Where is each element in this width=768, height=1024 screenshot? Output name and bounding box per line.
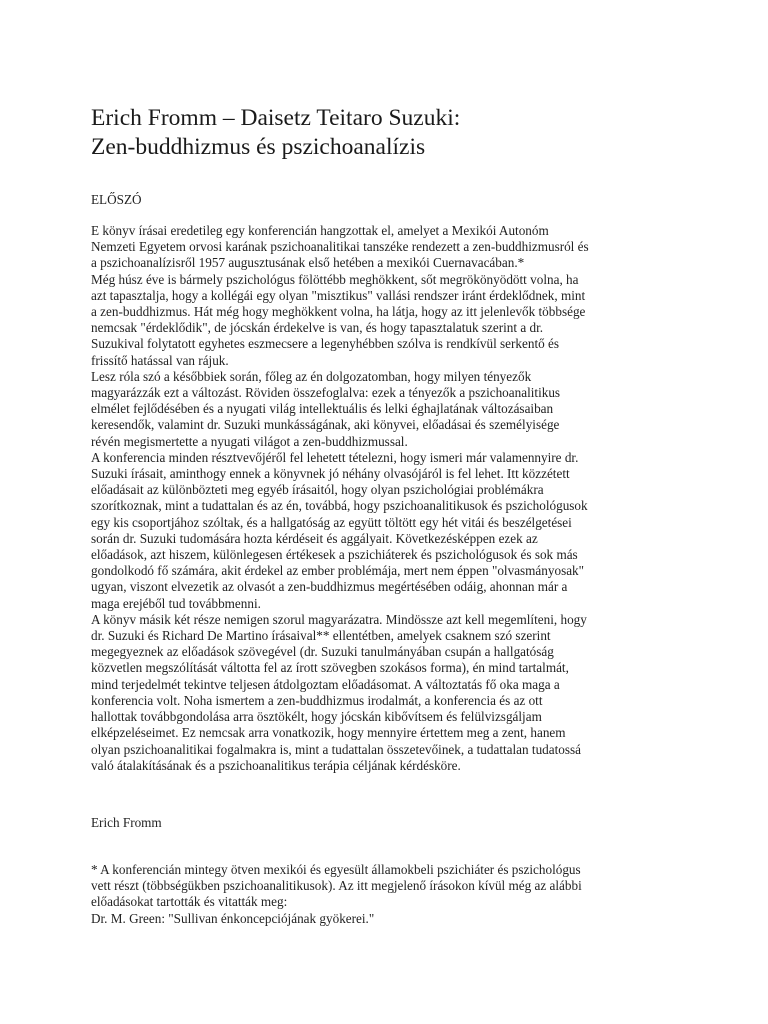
body-text-line: előadások, azt hiszem, különlegesen értékesek a pszichiáterek és pszichológusok és sok más	[91, 547, 578, 563]
body-text-line: nemcsak "érdeklődik", de jócskán érdekelve is van, és hogy tapasztalatuk szerint a dr.	[91, 320, 544, 336]
body-text-line: a pszichoanalízisről 1957 augusztusának első hetében a mexikói Cuernavacában.*	[91, 255, 525, 271]
body-text-line: azt tapasztalja, hogy a kollégái egy olyan "misztikus" vallási rendszer iránt érdeklődnek, mint	[91, 287, 586, 303]
footnote-line: vett részt (többségükben pszichoanalitikusok). Az itt megjelenő írásokon kívül még az alábbi	[91, 878, 582, 894]
body-text-line: A konferencia minden résztvevőjéről fel lehetett tételezni, hogy ismeri már valamennyire dr.	[91, 449, 579, 465]
body-text-line: konferencia volt. Noha ismertem a zen-buddhizmus irodalmát, a konferencia és az ott	[91, 692, 543, 708]
body-text-line: gondolkodó fő számára, akit érdekel az ember problémája, mert nem éppen "olvasmányosak"	[91, 563, 585, 579]
footnote	[91, 862, 691, 927]
title-line: Erich Fromm – Daisetz Teitaro Suzuki:	[91, 105, 461, 131]
body-text	[91, 223, 691, 774]
footnote-line: előadásokat tartották és vitatták meg:	[91, 894, 288, 910]
body-text-line: előadásait az különbözteti meg egyéb írásaitól, hogy olyan pszichológiai problémákra	[91, 482, 544, 498]
body-text-line: való átalakításának és a pszichoanalitikus terápia céljának kérdésköre.	[91, 757, 461, 773]
body-text-line: maga erejéből tud továbbmenni.	[91, 595, 261, 611]
author-signature: Erich Fromm	[91, 815, 162, 830]
body-text-line: keresendők, valamint dr. Suzuki munkásságának, aki könyvei, előadásai és személyisége	[91, 417, 560, 433]
section-heading: ELŐSZÓ	[91, 192, 142, 207]
body-text-line: mind terjedelmét tekintve teljesen átdolgoztam előadásomat. A változtatás fő oka maga a	[91, 676, 560, 692]
footnote-line: * A konferencián mintegy ötven mexikói és egyesült államokbeli pszichiáter és pszichológus	[91, 862, 581, 877]
body-text-line: szorítkoznak, mint a tudattalan és az én, továbbá, hogy pszichoanalitikusok és pszichológusok	[91, 498, 588, 514]
body-text-line: a zen-buddhizmus. Hát még hogy meghökkent volna, ha látja, hogy az itt jelenlevők többsége	[91, 304, 586, 320]
body-text-line: E könyv írásai eredetileg egy konferencián hangzottak el, amelyet a Mexikói Autonóm	[91, 223, 549, 238]
body-text-line: egy kis csoportjához szóltak, és a hallgatóság az együtt töltött egy hét vitái és beszélgetései	[91, 514, 572, 530]
body-text-line: magyarázzák ezt a változást. Röviden összefoglalva: ezek a tényezők a pszichoanalitikus	[91, 385, 561, 401]
body-text-line: elmélet fejlődésében és a nyugati világ intellektuális és lelki éghajlatának változásaiban	[91, 401, 554, 417]
body-text-line: frissítő hatással van rájuk.	[91, 352, 229, 368]
title-line: Zen-buddhizmus és pszichoanalízis	[91, 134, 426, 160]
body-text-line: Suzuki írásait, aminthogy ennek a könyvnek jó néhány olvasójáról is fel lehet. Itt közzétett	[91, 466, 570, 482]
body-text-line: megegyeznek az előadások szövegével (dr. Suzuki tanulmányában csupán a hallgatóság	[91, 644, 554, 660]
body-text-line: olyan pszichoanalitikai fogalmakra is, mint a tudattalan összetevőinek, a tudattalan tudatossá	[91, 741, 581, 757]
body-text-line: során dr. Suzuki tudomására hozta kérdéseit és aggályait. Következésképpen ezek az	[91, 530, 538, 546]
body-text-line: révén megismertette a nyugati világot a zen-buddhizmussal.	[91, 433, 408, 449]
body-text-line: elképzeléseimet. Ez nemcsak arra vonatkozik, hogy mennyire értettem meg a zent, hanem	[91, 725, 566, 741]
document-title	[91, 104, 691, 162]
body-text-line: hallottak továbbgondolása arra ösztökélt, hogy jócskán kibővítsem és felülvizsgáljam	[91, 709, 542, 725]
body-text-line: Még húsz éve is bármely pszichológus fölöttébb meghökkent, sőt megrökönyödött volna, ha	[91, 271, 579, 287]
body-text-line: A könyv másik két része nemigen szorul magyarázatra. Mindössze azt kell megemlíteni, hogy	[91, 611, 587, 627]
body-text-line: Nemzeti Egyetem orvosi karának pszichoanalitikai tanszéke rendezett a zen-buddhizmusról és	[91, 239, 589, 255]
body-text-line: Suzukival folytatott egyhetes eszmecsere a legenyhébben szólva is rendkívül serkentő és	[91, 336, 560, 352]
body-text-line: közvetlen megszólítását váltotta fel az írott szövegben szokásos forma), én mind tartalmát,	[91, 660, 569, 676]
footnote-line: Dr. M. Green: "Sullivan énkoncepciójának gyökerei."	[91, 910, 375, 926]
body-text-line: ugyan, viszont elvezetik az olvasót a zen-buddhizmus megértésében odáig, ahonnan már a	[91, 579, 568, 595]
body-text-line: dr. Suzuki és Richard De Martino írásaival** ellentétben, amelyek csaknem szó szerint	[91, 628, 551, 644]
body-text-line: Lesz róla szó a későbbiek során, főleg az én dolgozatomban, hogy milyen tényezők	[91, 368, 532, 384]
